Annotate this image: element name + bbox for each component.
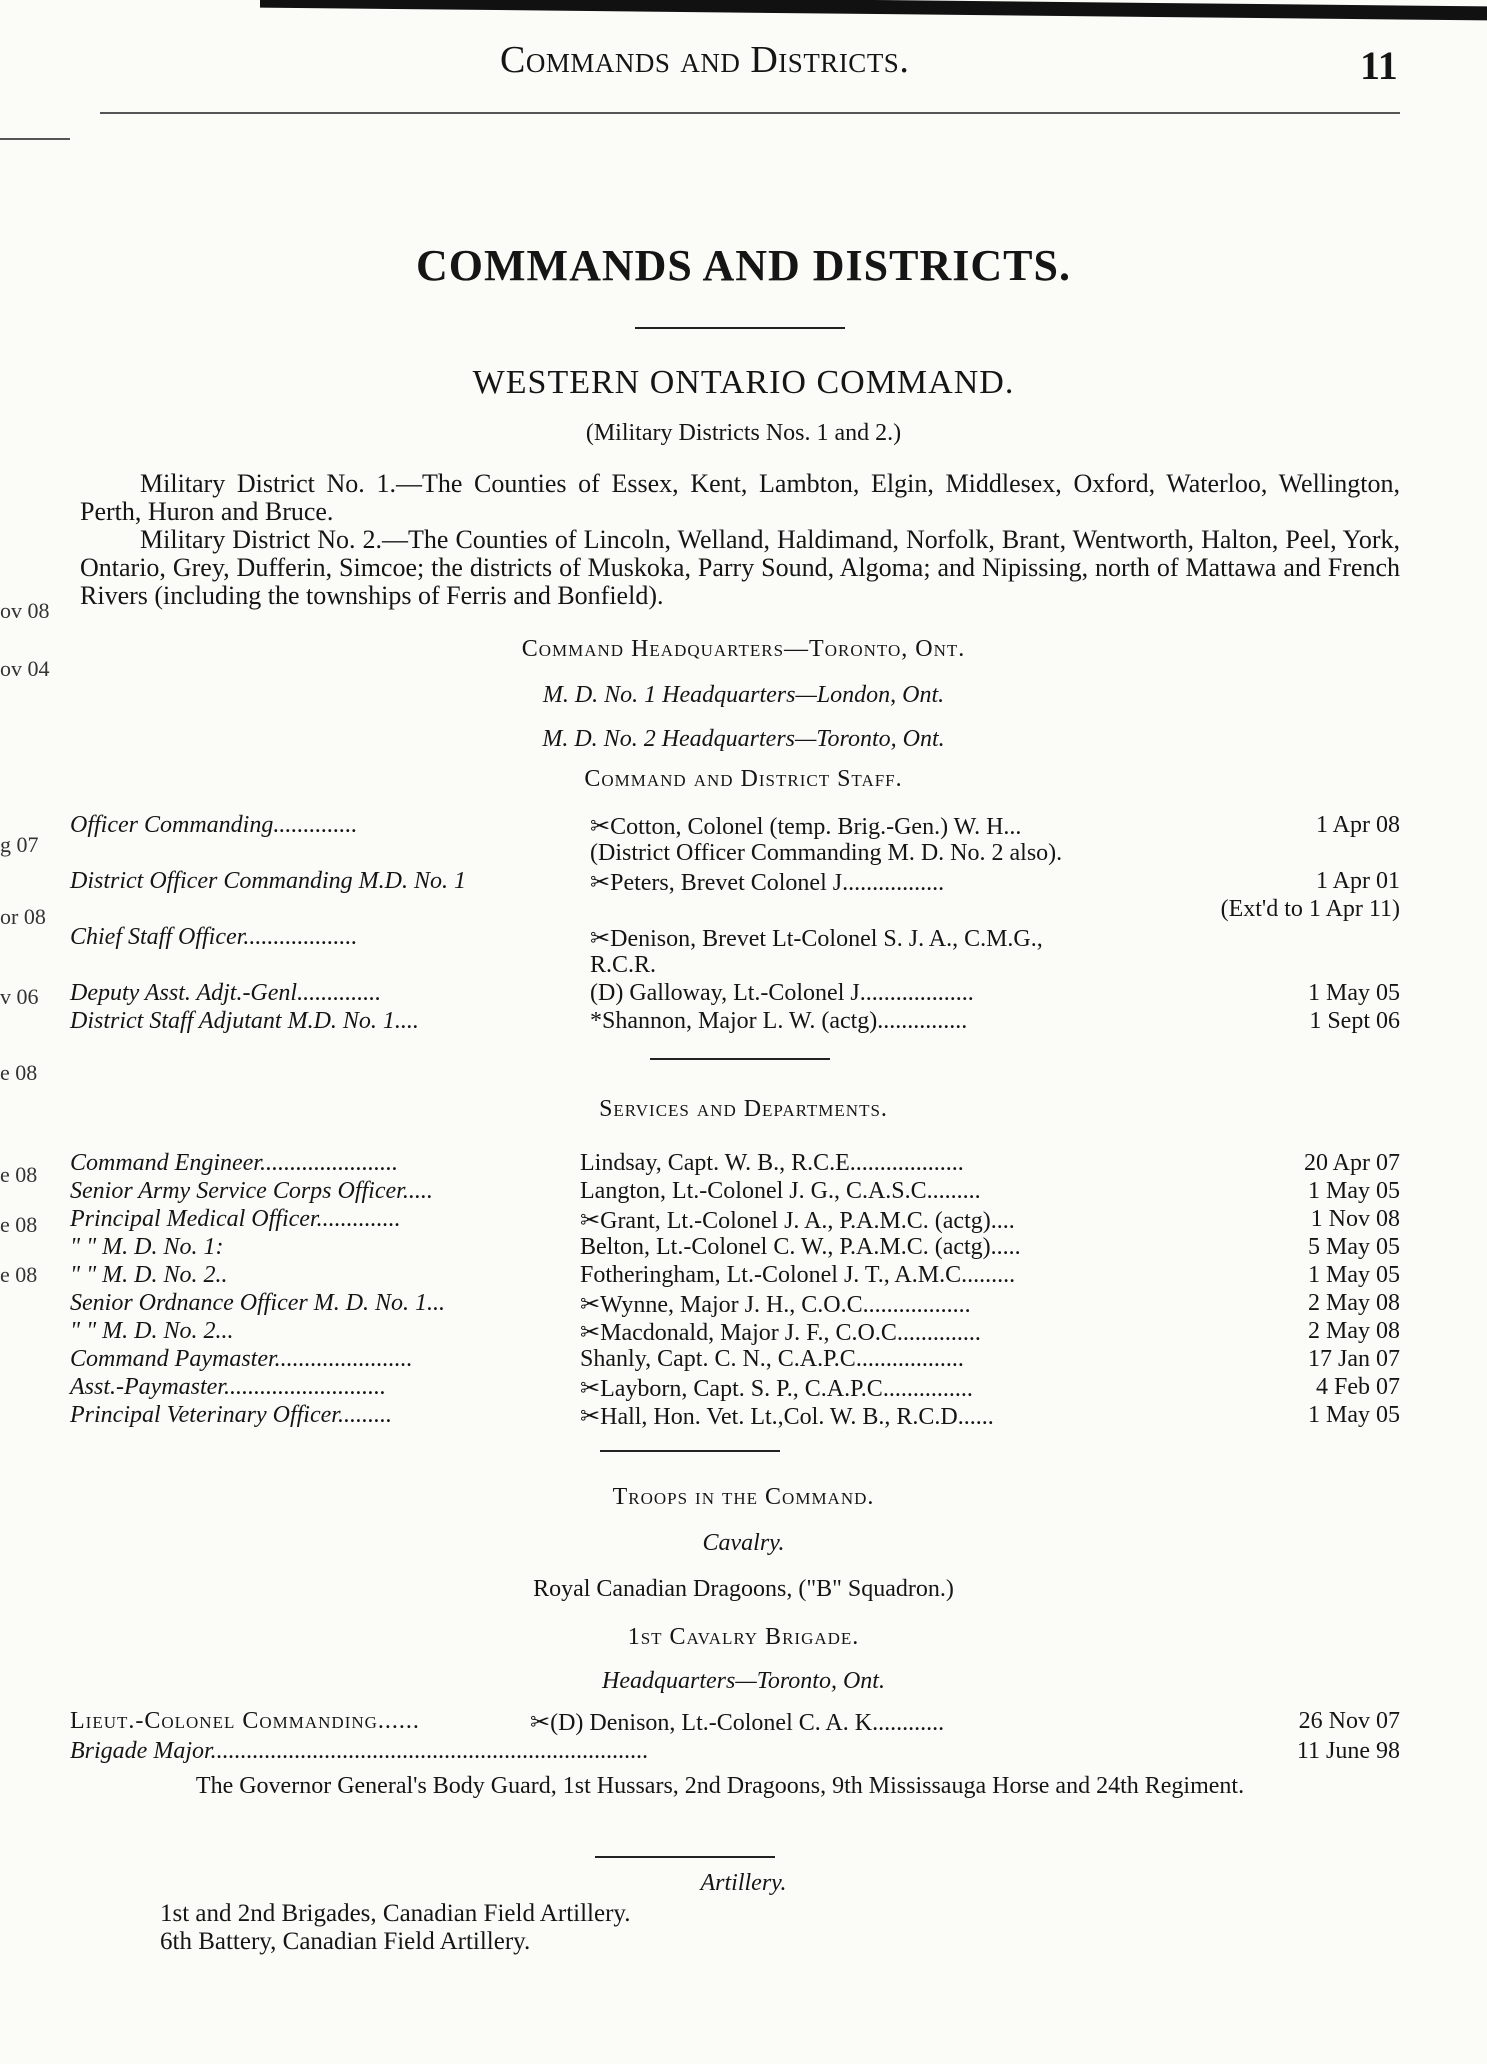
margin-note: e 08 bbox=[0, 1060, 38, 1085]
brigade-major-date: 11 June 98 bbox=[1296, 1738, 1400, 1764]
service-date: 17 Jan 07 bbox=[1308, 1346, 1400, 1372]
service-label: Command Engineer....................... bbox=[70, 1150, 398, 1176]
staff-name: R.C.R. bbox=[590, 952, 657, 978]
service-row bbox=[70, 1206, 1400, 1234]
title-divider bbox=[635, 327, 845, 329]
section-divider-3 bbox=[595, 1856, 775, 1858]
lt-col-row bbox=[70, 1708, 1400, 1736]
staff-row bbox=[70, 980, 1400, 1008]
service-date: 2 May 08 bbox=[1308, 1318, 1400, 1344]
service-name: Shanly, Capt. C. N., C.A.P.C.................. bbox=[580, 1346, 964, 1372]
service-label: " " M. D. No. 2.. bbox=[70, 1262, 228, 1288]
staff-date: (Ext'd to 1 Apr 11) bbox=[1220, 896, 1400, 922]
staff-row bbox=[70, 896, 1400, 924]
margin-note: e 08 bbox=[0, 1162, 38, 1187]
staff-name: ✂Cotton, Colonel (temp. Brig.-Gen.) W. H... bbox=[590, 814, 1022, 840]
page-number: 11 bbox=[1360, 43, 1398, 88]
staff-date: 1 Apr 08 bbox=[1316, 812, 1400, 838]
margin-note: or 08 bbox=[0, 904, 46, 929]
service-date: 1 Nov 08 bbox=[1310, 1206, 1400, 1232]
staff-row bbox=[70, 868, 1400, 896]
service-label: Command Paymaster....................... bbox=[70, 1346, 413, 1372]
staff-row bbox=[70, 812, 1400, 840]
brigade-hq: Headquarters—Toronto, Ont. bbox=[602, 1668, 885, 1694]
service-name: ✂Grant, Lt.-Colonel J. A., P.A.M.C. (actg).... bbox=[580, 1208, 1015, 1234]
service-date: 4 Feb 07 bbox=[1316, 1374, 1400, 1400]
service-label: Asst.-Paymaster........................... bbox=[70, 1374, 386, 1400]
brigade-major-row bbox=[70, 1738, 1400, 1766]
brigade-units: The Governor General's Body Guard, 1st Hussars, 2nd Dragoons, 9th Mississauga Horse and 24th Regiment. bbox=[195, 1773, 1245, 1799]
service-label: Senior Army Service Corps Officer..... bbox=[70, 1178, 433, 1204]
staff-heading: Command and District Staff. bbox=[584, 766, 903, 792]
lt-col-date: 26 Nov 07 bbox=[1298, 1708, 1400, 1734]
margin-note: ov 04 bbox=[0, 656, 50, 681]
lt-col-name: ✂(D) Denison, Lt.-Colonel C. A. K............ bbox=[530, 1710, 945, 1736]
command-name: WESTERN ONTARIO COMMAND. bbox=[472, 364, 1015, 401]
section-divider bbox=[650, 1058, 830, 1060]
service-name: ✂Wynne, Major J. H., C.O.C.................. bbox=[580, 1292, 971, 1318]
staff-name: *Shannon, Major L. W. (actg)............... bbox=[590, 1008, 968, 1034]
brigade-heading: 1st Cavalry Brigade. bbox=[627, 1624, 860, 1650]
staff-row bbox=[70, 924, 1400, 952]
service-label: Principal Medical Officer.............. bbox=[70, 1206, 401, 1232]
staff-name: (D) Galloway, Lt.-Colonel J................... bbox=[590, 980, 974, 1006]
md1-description: Military District No. 1.—The Counties of Essex, Kent, Lambton, Elgin, Middlesex, Oxford, Waterloo, Wellington, Perth, Huron and Bruce. bbox=[80, 469, 1400, 526]
service-date: 1 May 05 bbox=[1308, 1178, 1400, 1204]
margin-note: v 06 bbox=[0, 984, 39, 1009]
margin-note: e 08 bbox=[0, 1262, 38, 1287]
artillery-heading: Artillery. bbox=[700, 1870, 787, 1896]
staff-label: Officer Commanding.............. bbox=[70, 812, 358, 838]
staff-row bbox=[70, 1008, 1400, 1036]
staff-date: 1 May 05 bbox=[1308, 980, 1400, 1006]
staff-label: Chief Staff Officer................... bbox=[70, 924, 358, 950]
command-hq: Command Headquarters—Toronto, Ont. bbox=[521, 636, 966, 662]
staff-name: ✂Denison, Brevet Lt-Colonel S. J. A., C.M.G., bbox=[590, 926, 1043, 952]
md2-hq: M. D. No. 2 Headquarters—Toronto, Ont. bbox=[542, 726, 945, 752]
service-row bbox=[70, 1402, 1400, 1430]
section-divider-2 bbox=[600, 1450, 780, 1452]
staff-label: District Staff Adjutant M.D. No. 1.... bbox=[70, 1008, 419, 1034]
running-head: Commands and Districts. bbox=[500, 39, 910, 81]
service-name: Lindsay, Capt. W. B., R.C.E................... bbox=[580, 1150, 964, 1176]
staff-date: 1 Sept 06 bbox=[1309, 1008, 1400, 1034]
staff-name: (District Officer Commanding M. D. No. 2 also). bbox=[590, 840, 1063, 866]
staff-row bbox=[70, 952, 1400, 980]
brigade-major-label: Brigade Major......................................................................... bbox=[70, 1738, 649, 1764]
md1-hq: M. D. No. 1 Headquarters—London, Ont. bbox=[542, 682, 945, 708]
service-row bbox=[70, 1374, 1400, 1402]
service-name: ✂Layborn, Capt. S. P., C.A.P.C............... bbox=[580, 1376, 973, 1402]
margin-note: g 07 bbox=[0, 832, 39, 857]
artillery-line-1: 1st and 2nd Brigades, Canadian Field Artillery. bbox=[160, 1900, 631, 1927]
lt-col-label: Lieut.-Colonel Commanding...... bbox=[70, 1708, 420, 1734]
margin-note: ov 08 bbox=[0, 598, 50, 623]
service-label: " " M. D. No. 2... bbox=[70, 1318, 234, 1344]
command-subtitle: (Military Districts Nos. 1 and 2.) bbox=[585, 420, 902, 446]
header-rule-left bbox=[0, 138, 70, 140]
service-row bbox=[70, 1290, 1400, 1318]
header-rule bbox=[100, 112, 1400, 114]
md2-description: Military District No. 2.—The Counties of Lincoln, Welland, Haldimand, Norfolk, Brant, Wentworth, Halton, Peel, York, Ontario, Grey, Dufferin, Simcoe; the districts of Muskoka, Parry Sound, Algoma; and Nipissing, north of Mattawa and French Rivers (including the townships of Ferris and Bonfield). bbox=[80, 525, 1400, 610]
cavalry-heading: Cavalry. bbox=[702, 1530, 785, 1556]
rcd-unit: Royal Canadian Dragoons, ("B" Squadron.) bbox=[533, 1576, 954, 1602]
service-row bbox=[70, 1262, 1400, 1290]
service-date: 5 May 05 bbox=[1308, 1234, 1400, 1260]
service-name: Belton, Lt.-Colonel C. W., P.A.M.C. (actg)..... bbox=[580, 1234, 1021, 1260]
service-row bbox=[70, 1234, 1400, 1262]
staff-date: 1 Apr 01 bbox=[1316, 868, 1400, 894]
scan-edge-bar bbox=[260, 0, 1487, 20]
service-date: 1 May 05 bbox=[1308, 1262, 1400, 1288]
service-label: Principal Veterinary Officer......... bbox=[70, 1402, 392, 1428]
staff-row bbox=[70, 840, 1400, 868]
services-heading: Services and Departments. bbox=[599, 1096, 888, 1122]
service-row bbox=[70, 1178, 1400, 1206]
service-name: ✂Macdonald, Major J. F., C.O.C.............. bbox=[580, 1320, 981, 1346]
service-name: Fotheringham, Lt.-Colonel J. T., A.M.C......... bbox=[580, 1262, 1016, 1288]
margin-note: e 08 bbox=[0, 1212, 38, 1237]
service-label: " " M. D. No. 1: bbox=[70, 1234, 224, 1260]
page-title: COMMANDS AND DISTRICTS. bbox=[416, 241, 1071, 290]
service-label: Senior Ordnance Officer M. D. No. 1... bbox=[70, 1290, 446, 1316]
staff-label: Deputy Asst. Adjt.-Genl.............. bbox=[70, 980, 382, 1006]
artillery-line-2: 6th Battery, Canadian Field Artillery. bbox=[160, 1928, 531, 1955]
service-row bbox=[70, 1150, 1400, 1178]
service-name: ✂Hall, Hon. Vet. Lt.,Col. W. B., R.C.D...... bbox=[580, 1404, 994, 1430]
staff-name: ✂Peters, Brevet Colonel J................. bbox=[590, 870, 945, 896]
service-date: 20 Apr 07 bbox=[1304, 1150, 1400, 1176]
service-row bbox=[70, 1318, 1400, 1346]
troops-heading: Troops in the Command. bbox=[612, 1484, 875, 1510]
service-date: 1 May 05 bbox=[1308, 1402, 1400, 1428]
service-row bbox=[70, 1346, 1400, 1374]
service-date: 2 May 08 bbox=[1308, 1290, 1400, 1316]
service-name: Langton, Lt.-Colonel J. G., C.A.S.C......... bbox=[580, 1178, 981, 1204]
staff-label: District Officer Commanding M.D. No. 1 bbox=[70, 868, 466, 894]
